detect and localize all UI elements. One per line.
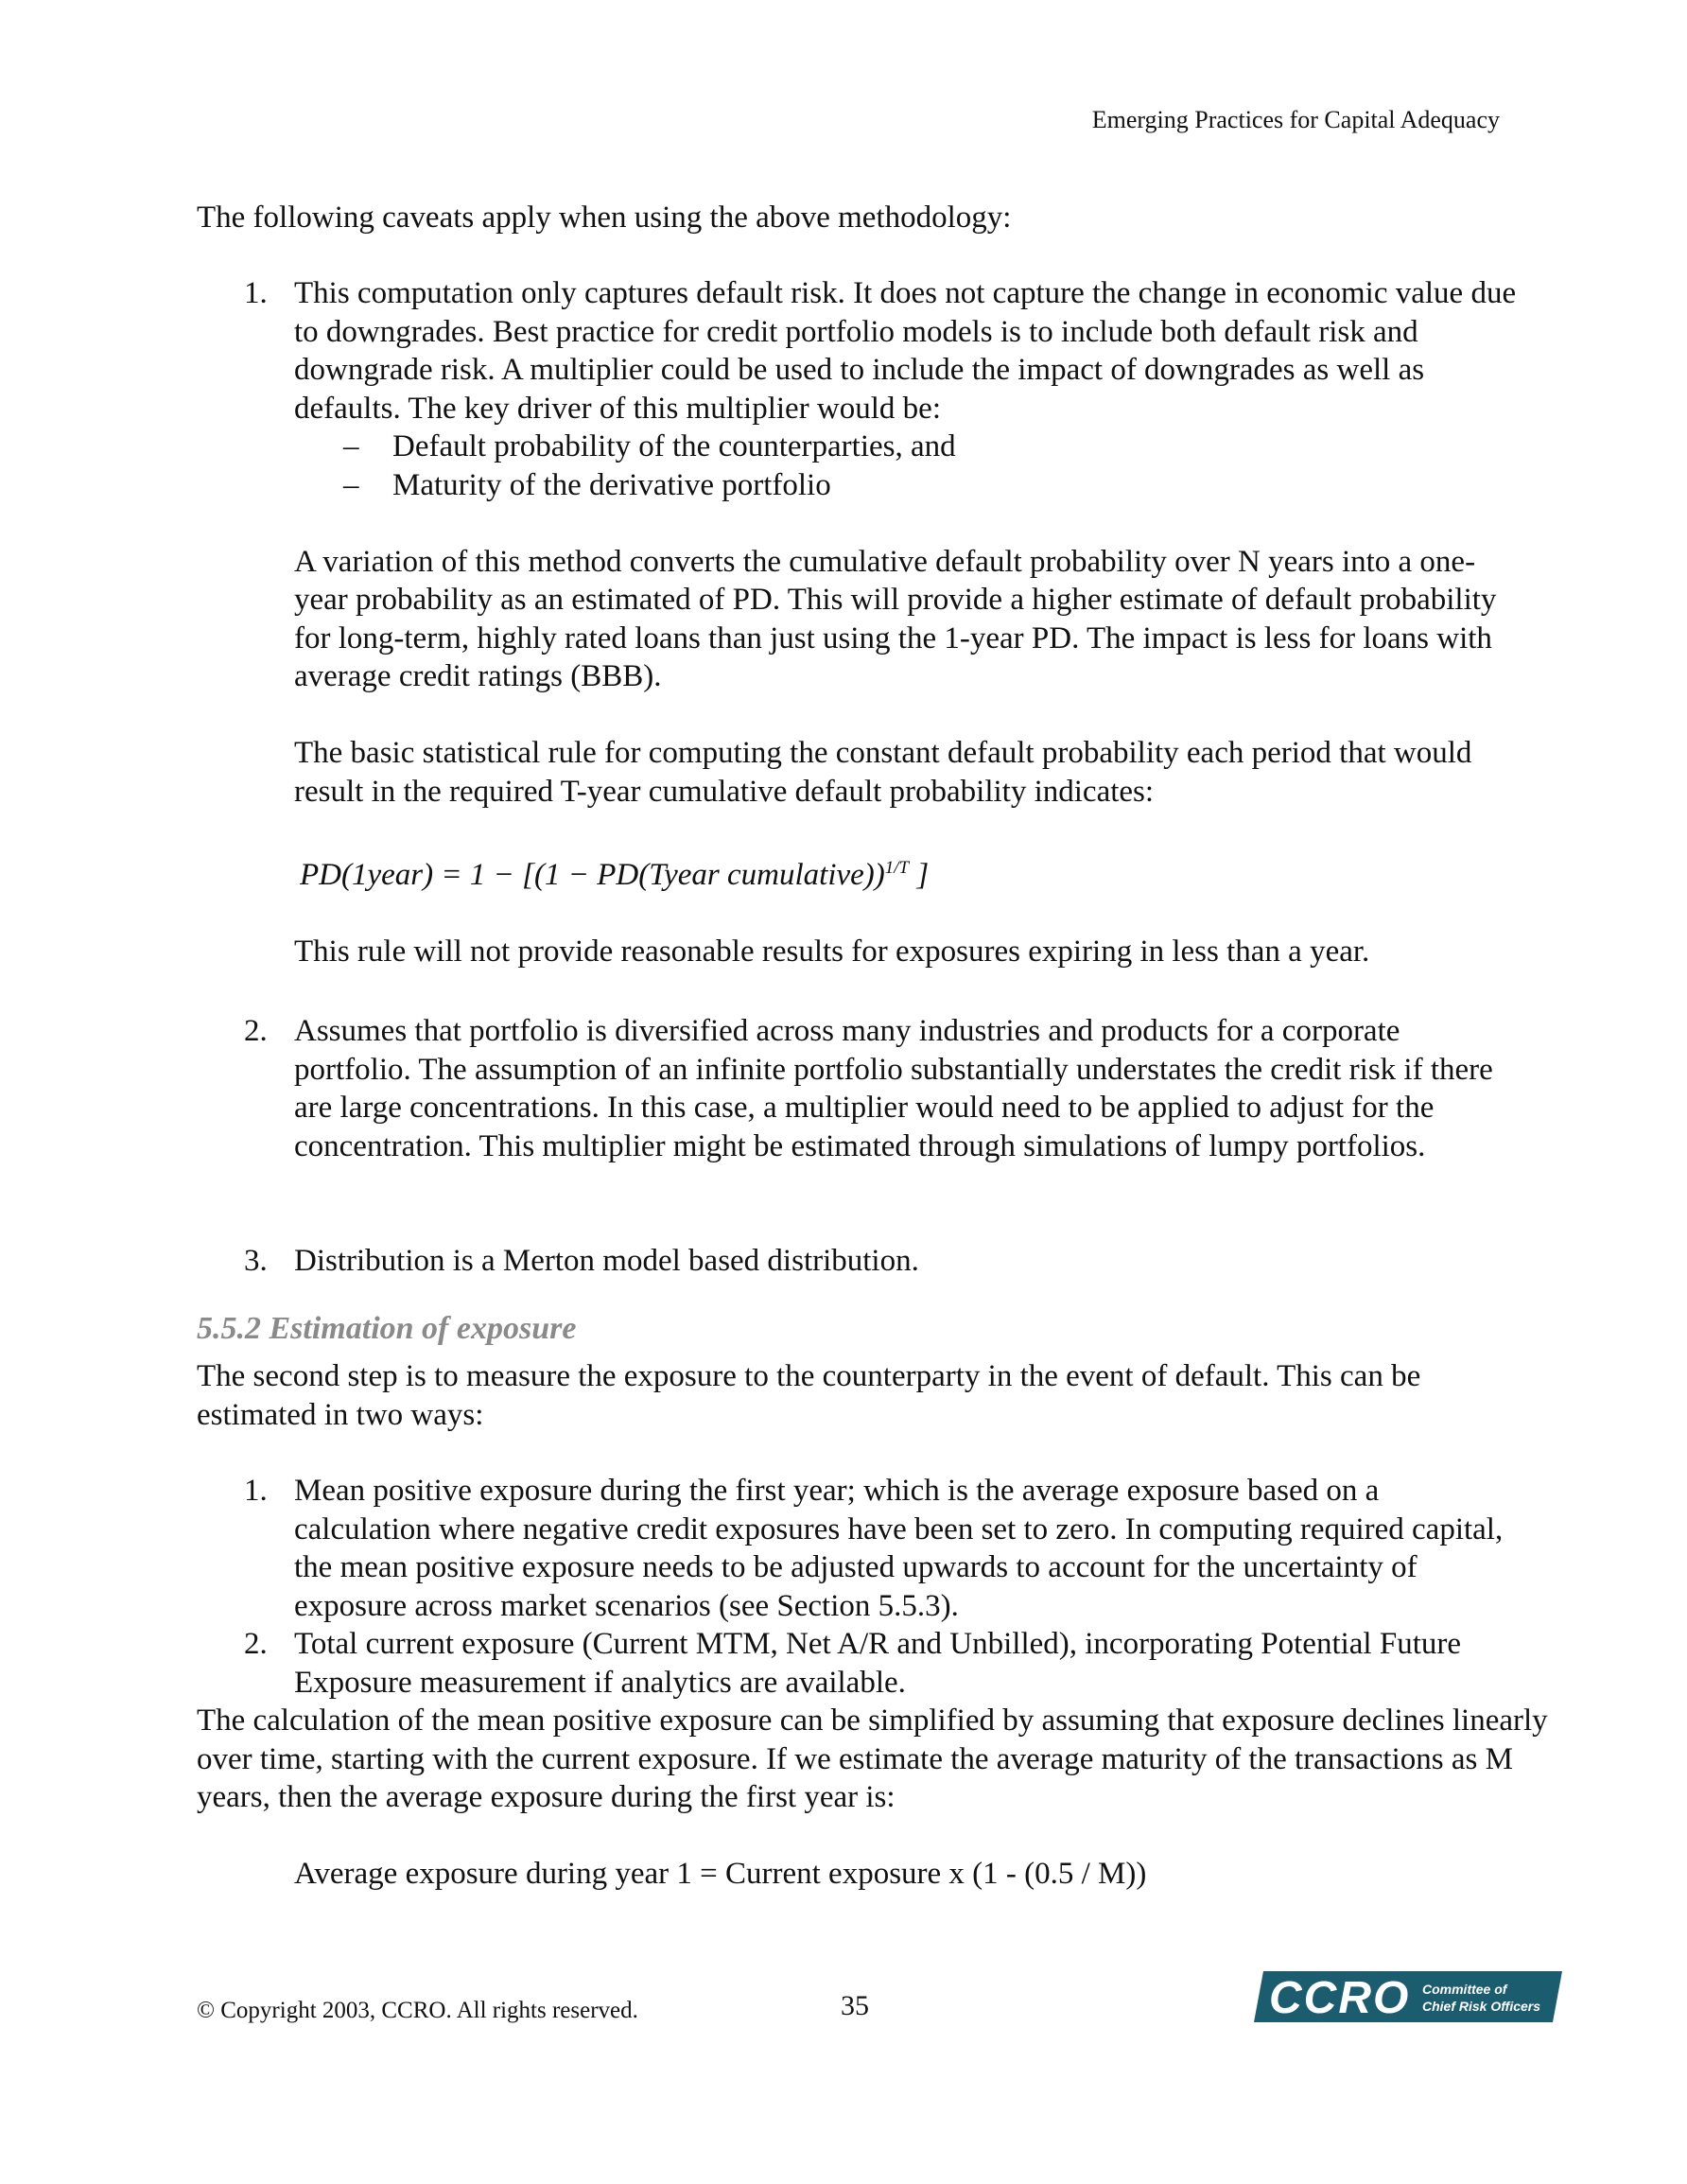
driver-list [294, 428, 1539, 504]
caveat-item-1 [197, 274, 1539, 970]
caveat-number: 1. [244, 276, 268, 310]
exposure-way-2 [197, 1625, 1539, 1702]
pd-formula [300, 849, 1539, 895]
caveat-number: 2. [244, 1014, 268, 1048]
ccro-logo [1254, 1971, 1562, 2022]
caveat-number: 3. [244, 1244, 268, 1278]
copyright-notice: © Copyright 2003, CCRO. All rights reserved. [197, 1998, 638, 2023]
dash-bullet: – [343, 467, 359, 502]
exposure-way-1 [197, 1472, 1539, 1625]
way-text: Total current exposure (Current MTM, Net A/R and Unbilled), incorporating Potential Future Exposure measurement if analytics are available. [294, 1627, 1462, 1700]
statistical-rule-paragraph: The basic statistical rule for computing the constant default probability each period that would result in the required T-year cumulative default probability indicates: [294, 736, 1472, 809]
driver-item: – Default probability of the counterparties, and [294, 428, 1539, 466]
driver-item: – Maturity of the derivative portfolio [294, 466, 1539, 505]
way-number: 2. [244, 1627, 268, 1661]
caveat-text: Assumes that portfolio is diversified across many industries and products for a corporate portfolio. The assumption of an infinite portfolio substantially understates the credit risk if there are large concentrations. In this case, a multiplier would need to be applied to adjust for the concentration. This multiplier might be estimated through simulations of lumpy portfolios. [294, 1014, 1493, 1163]
caveat-text: Distribution is a Merton model based distribution. [294, 1244, 919, 1278]
page-number: 35 [841, 1990, 869, 2021]
pd-variation-paragraph: A variation of this method converts the cumulative default probability over N years into a one-year probability as an estimated of PD. This will provide a higher estimate of default probability for long-term, highly rated loans than just using the 1-year PD. The impact is less for loans with average credit ratings (BBB). [294, 544, 1497, 693]
running-header: Emerging Practices for Capital Adequacy [1091, 106, 1500, 133]
svg-text:CCRO: CCRO [1269, 1973, 1411, 2022]
rule-limitation-paragraph: This rule will not provide reasonable results for exposures expiring in less than a year. [294, 934, 1370, 969]
section-heading: 5.5.2 Estimation of exposure [197, 1311, 577, 1346]
formula-main: PD(1year) = 1 − [(1 − PD(Tyear cumulative)) [300, 857, 885, 892]
svg-text:Committee of: Committee of [1422, 1982, 1507, 1997]
way-text: Mean positive exposure during the first year; which is the average exposure based on a calculation where negative credit exposures have been set to zero. In computing required capital, the mean positive exposure needs to be adjusted upwards to account for the uncertainty of exposure across market scenarios (see Section 5.5.3). [294, 1474, 1504, 1623]
caveat-text: This computation only captures default risk. It does not capture the change in economic value due to downgrades. Best practice for credit portfolio models is to include both default risk and downgrade risk. A multiplier could be used to include the impact of downgrades as well as defaults. The key driver of this multiplier would be: [294, 276, 1517, 426]
exposure-intro: The second step is to measure the exposure to the counterparty in the event of default. This can be estimated in two ways: [197, 1359, 1421, 1432]
mean-exposure-paragraph: The calculation of the mean positive exposure can be simplified by assuming that exposure declines linearly over time, starting with the current exposure. If we estimate the average maturity of the transactions as M years, then the average exposure during the first year is: [197, 1704, 1548, 1814]
formula-close: ] [909, 857, 930, 892]
average-exposure-equation: Average exposure during year 1 = Current exposure x (1 - (0.5 / M)) [294, 1857, 1147, 1891]
svg-text:Chief Risk Officers: Chief Risk Officers [1422, 1999, 1541, 2014]
caveat-item-2 [197, 1012, 1539, 1165]
dash-bullet: – [343, 429, 359, 463]
formula-exponent: 1/T [884, 857, 910, 878]
way-number: 1. [244, 1474, 268, 1508]
caveats-intro: The following caveats apply when using the above methodology: [197, 201, 1012, 235]
caveat-item-3 [197, 1242, 1539, 1281]
